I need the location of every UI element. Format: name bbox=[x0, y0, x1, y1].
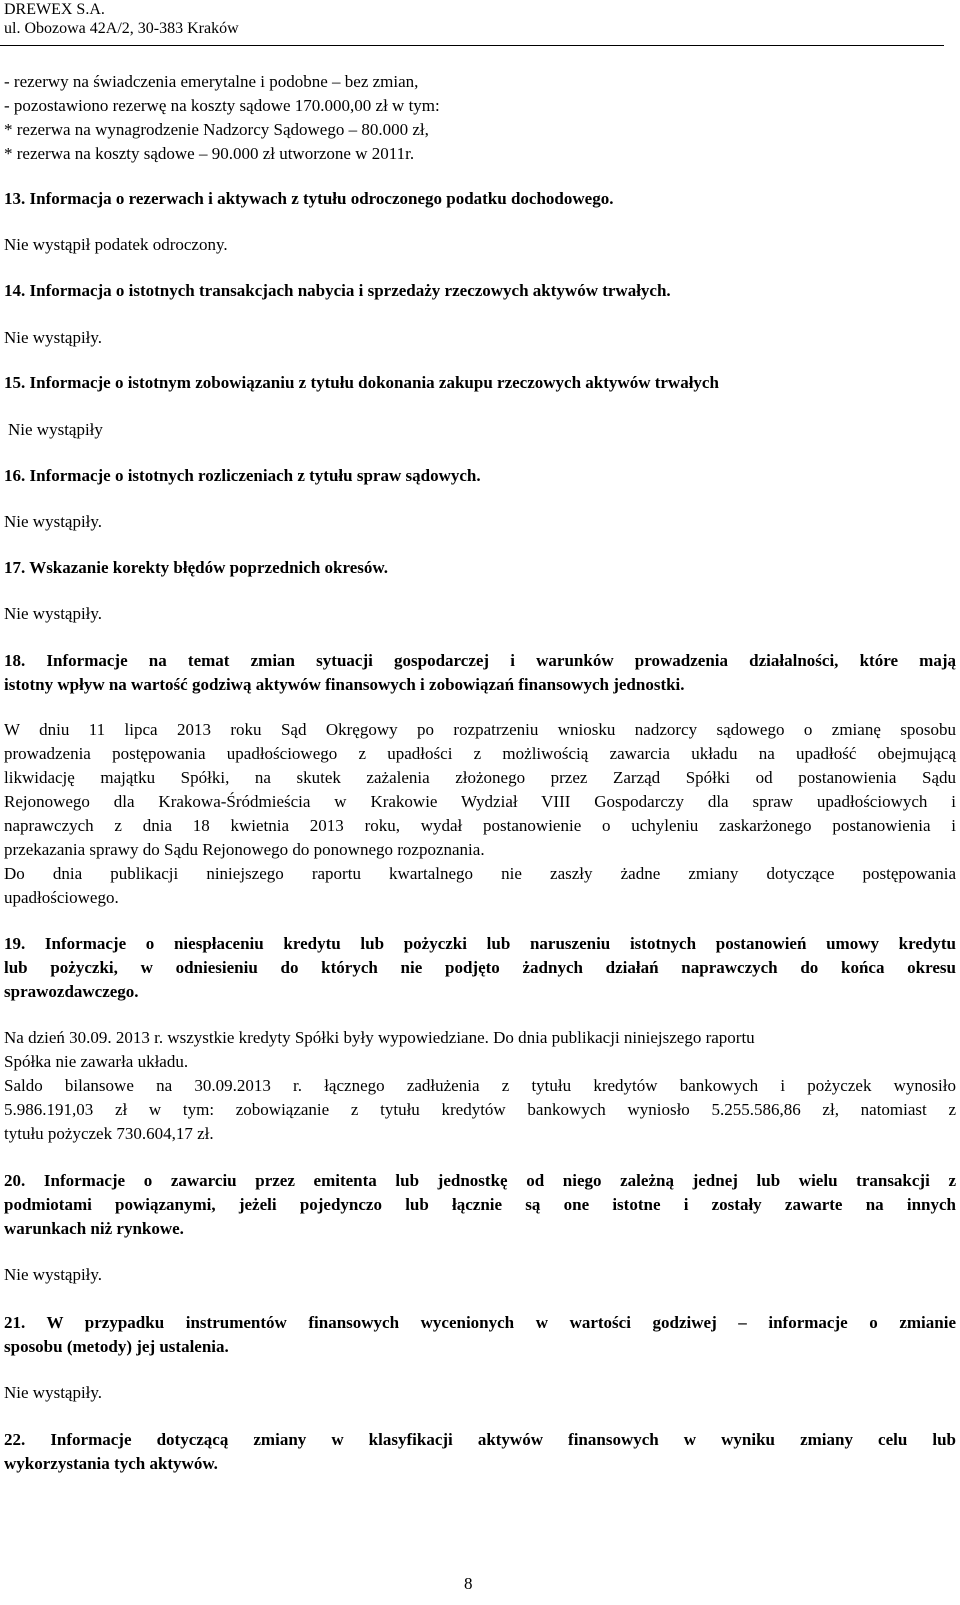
section-19-heading-line: lub pożyczki, w odniesieniu do których nie podjęto żadnych działań naprawczych do końca okresu bbox=[4, 958, 956, 977]
section-13-heading: 13. Informacja o rezerwach i aktywach z tytułu odroczonego podatku dochodowego. bbox=[4, 189, 614, 208]
section-18-heading-line: istotny wpływ na wartość godziwą aktywów finansowych i zobowiązań finansowych jednostki. bbox=[4, 675, 685, 694]
section-19-heading-line: sprawozdawczego. bbox=[4, 982, 139, 1001]
section-19-body-line: tytułu pożyczek 730.604,17 zł. bbox=[4, 1124, 214, 1143]
section-18-body-line: likwidację majątku Spółki, na skutek zażalenia złożonego przez Zarząd Spółki od postanowienia Sądu bbox=[4, 768, 956, 787]
section-19-heading-line: 19. Informacje o niespłaceniu kredytu lub pożyczki lub naruszeniu istotnych postanowień umowy kredytu bbox=[4, 934, 956, 953]
section-21-heading-line: sposobu (metody) jej ustalenia. bbox=[4, 1337, 229, 1356]
section-20-body: Nie wystąpiły. bbox=[4, 1265, 103, 1284]
section-18-body-line: W dniu 11 lipca 2013 roku Sąd Okręgowy po rozpatrzeniu wniosku nadzorcy sądowego o zmianę sposobu bbox=[4, 720, 956, 739]
section-13-body: Nie wystąpił podatek odroczony. bbox=[4, 235, 228, 254]
section-14-body: Nie wystąpiły. bbox=[4, 328, 103, 347]
intro-line: * rezerwa na wynagrodzenie Nadzorcy Sądowego – 80.000 zł, bbox=[4, 120, 429, 139]
section-19-body-line: 5.986.191,03 zł w tym: zobowiązanie z tytułu kredytów bankowych wyniosło 5.255.586,86 zł, natomiast z bbox=[4, 1100, 956, 1119]
page-header bbox=[4, 0, 239, 38]
intro-line: - rezerwy na świadczenia emerytalne i podobne – bez zmian, bbox=[4, 72, 419, 91]
section-17-heading: 17. Wskazanie korekty błędów poprzednich okresów. bbox=[4, 558, 388, 577]
section-18-body-line: przekazania sprawy do Sądu Rejonowego do ponownego rozpoznania. bbox=[4, 840, 485, 859]
section-20-heading-line: podmiotami powiązanymi, jeżeli pojedynczo lub łącznie są one istotne i zostały zawarte na innych bbox=[4, 1195, 956, 1214]
section-20-heading-line: 20. Informacje o zawarciu przez emitenta lub jednostkę od niego zależną jednej lub wielu transakcji z bbox=[4, 1171, 956, 1190]
section-16-heading: 16. Informacje o istotnych rozliczeniach z tytułu spraw sądowych. bbox=[4, 466, 481, 485]
section-19-body-line: Saldo bilansowe na 30.09.2013 r. łącznego zadłużenia z tytułu kredytów bankowych i pożyczek wynosiło bbox=[4, 1076, 956, 1095]
section-15-body: Nie wystąpiły bbox=[8, 420, 103, 439]
section-19-body-line: Spółka nie zawarła układu. bbox=[4, 1052, 189, 1071]
section-18-body-line: upadłościowego. bbox=[4, 888, 119, 907]
section-18-body-line: Do dnia publikacji niniejszego raportu kwartalnego nie zaszły żadne zmiany dotyczące postępowania bbox=[4, 864, 956, 883]
section-22-heading-line: 22. Informacje dotyczącą zmiany w klasyfikacji aktywów finansowych w wyniku zmiany celu lub bbox=[4, 1430, 956, 1449]
page-number: 8 bbox=[464, 1574, 473, 1593]
section-14-heading: 14. Informacja o istotnych transakcjach nabycia i sprzedaży rzeczowych aktywów trwałych. bbox=[4, 281, 671, 300]
section-18-body-line: Rejonowego dla Krakowa-Śródmieścia w Krakowie Wydział VIII Gospodarczy dla spraw upadłościowych i bbox=[4, 792, 956, 811]
section-20-heading-line: warunkach niż rynkowe. bbox=[4, 1219, 184, 1238]
section-21-heading-line: 21. W przypadku instrumentów finansowych wycenionych w wartości godziwej – informacje o zmianie bbox=[4, 1313, 956, 1332]
section-21-body: Nie wystąpiły. bbox=[4, 1383, 103, 1402]
section-15-heading: 15. Informacje o istotnym zobowiązaniu z tytułu dokonania zakupu rzeczowych aktywów trwałych bbox=[4, 373, 719, 392]
section-22-heading-line: wykorzystania tych aktywów. bbox=[4, 1454, 218, 1473]
section-18-body-line: naprawczych z dnia 18 kwietnia 2013 roku, wydał postanowienie o uchyleniu zaskarżonego postanowienia i bbox=[4, 816, 956, 835]
section-18-heading-line: 18. Informacje na temat zmian sytuacji gospodarczej i warunków prowadzenia działalności, które mają bbox=[4, 651, 956, 670]
section-17-body: Nie wystąpiły. bbox=[4, 604, 103, 623]
company-address: ul. Obozowa 42A/2, 30-383 Kraków bbox=[4, 20, 239, 37]
company-name: DREWEX S.A. bbox=[4, 1, 105, 18]
section-19-body-line: Na dzień 30.09. 2013 r. wszystkie kredyty Spółki były wypowiedziane. Do dnia publikacji niniejszego raportu bbox=[4, 1028, 755, 1047]
header-divider bbox=[0, 45, 944, 46]
intro-line: * rezerwa na koszty sądowe – 90.000 zł utworzone w 2011r. bbox=[4, 144, 415, 163]
intro-line: - pozostawiono rezerwę na koszty sądowe 170.000,00 zł w tym: bbox=[4, 96, 440, 115]
section-16-body: Nie wystąpiły. bbox=[4, 512, 103, 531]
section-18-body-line: prowadzenia postępowania upadłościowego z upadłości z możliwością zawarcia układu na upadłość obejmującą bbox=[4, 744, 956, 763]
